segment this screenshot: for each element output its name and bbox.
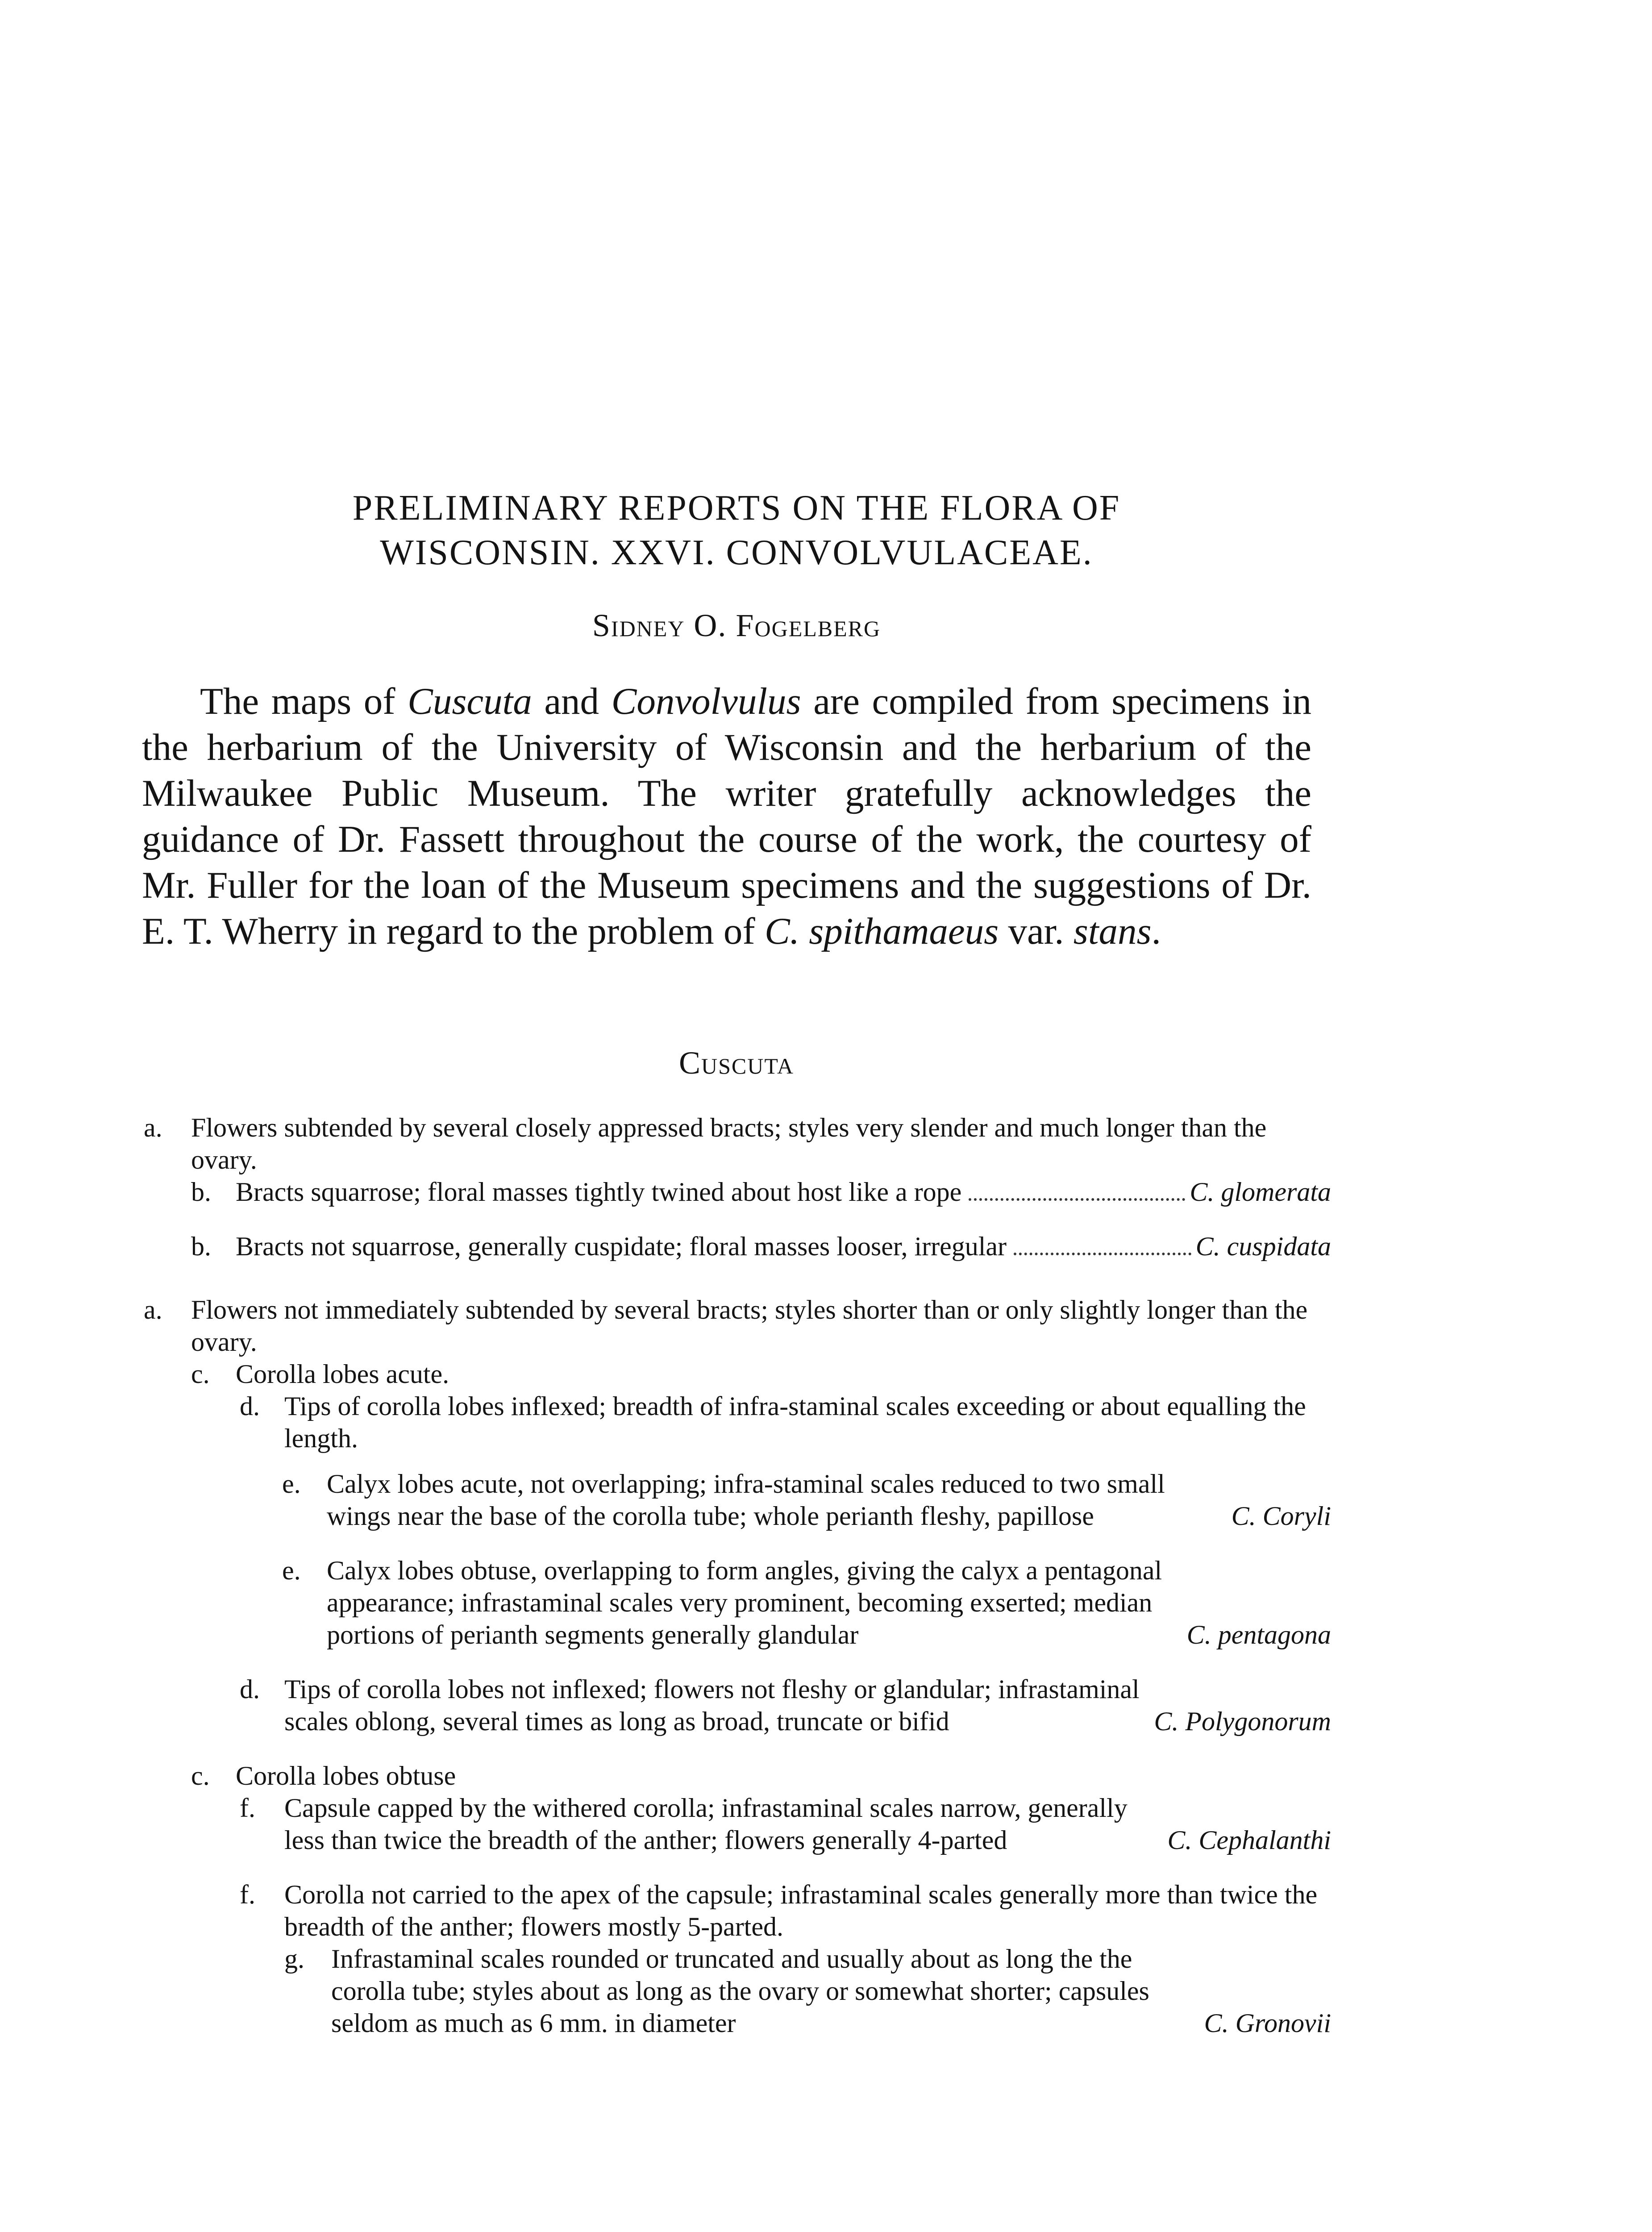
key-entry bbox=[144, 1792, 1331, 1856]
taxon-name: C. cuspidata bbox=[1195, 1232, 1331, 1261]
genus-cuscuta: Cuscuta bbox=[408, 680, 532, 722]
key-entry bbox=[144, 1176, 1331, 1208]
key-text: Calyx lobes obtuse, overlapping to form angles, giving the calyx a pentagonal appearance; infrastaminal scales very prominent, becoming exserted; median portions of perianth segments generally glandular bbox=[327, 1556, 1162, 1649]
key-couplet bbox=[144, 1294, 1331, 1358]
key-couplet bbox=[144, 1358, 1331, 1390]
key-text: Infrastaminal scales rounded or truncated and usually about as long the the corolla tube; styles about as long as the ovary or somewhat shorter; capsules seldom as much as 6 mm. in diameter bbox=[331, 1944, 1149, 2038]
key-leader-line bbox=[331, 1943, 1331, 2039]
identification-key bbox=[144, 1112, 1331, 2039]
key-couplet bbox=[144, 1468, 1331, 1532]
key-letter: c. bbox=[191, 1359, 210, 1389]
intro-text-5: . bbox=[1151, 910, 1161, 952]
species-name: C. spithamaeus bbox=[765, 910, 999, 952]
key-text: Bracts squarrose; floral masses tightly twined about host like a rope bbox=[236, 1177, 962, 1207]
key-letter: c. bbox=[191, 1761, 210, 1791]
key-text: Corolla lobes obtuse bbox=[236, 1761, 456, 1791]
variety-name: stans bbox=[1073, 910, 1152, 952]
key-couplet bbox=[144, 1112, 1331, 1176]
leader-dots bbox=[969, 1198, 1185, 1201]
key-letter: e. bbox=[282, 1556, 301, 1585]
key-letter: f. bbox=[240, 1793, 255, 1823]
taxon-name: C. Polygonorum bbox=[1154, 1707, 1331, 1736]
key-text: Flowers not immediately subtended by several bracts; styles shorter than or only slightly longer than the ovary. bbox=[191, 1295, 1308, 1357]
key-text: Capsule capped by the withered corolla; infrastaminal scales narrow, generally less than twice the breadth of the anther; flowers generally 4-parted bbox=[284, 1793, 1128, 1855]
key-letter: a. bbox=[144, 1113, 162, 1142]
genus-convolvulus: Convolvulus bbox=[611, 680, 801, 722]
key-text: Tips of corolla lobes inflexed; breadth of infra-staminal scales exceeding or about equalling the length. bbox=[284, 1391, 1306, 1453]
key-text: Bracts not squarrose, generally cuspidate; floral masses looser, irregular bbox=[236, 1232, 1007, 1261]
intro-text-4: var. bbox=[999, 910, 1074, 952]
key-couplet bbox=[144, 1230, 1331, 1262]
key-letter: d. bbox=[240, 1674, 260, 1704]
key-letter: f. bbox=[240, 1880, 255, 1909]
key-couplet bbox=[144, 1943, 1331, 2039]
title-line-1: PRELIMINARY REPORTS ON THE FLORA OF bbox=[352, 488, 1121, 528]
key-leader-line bbox=[236, 1230, 1331, 1262]
key-couplet bbox=[144, 1554, 1331, 1651]
key-text: Tips of corolla lobes not inflexed; flowers not fleshy or glandular; infrastaminal scales oblong, several times as long as broad, truncate or bifid bbox=[284, 1674, 1140, 1736]
key-text: Calyx lobes acute, not overlapping; infra-staminal scales reduced to two small wings near the base of the corolla tube; whole perianth fleshy, papillose bbox=[327, 1469, 1165, 1531]
key-entry bbox=[144, 1943, 1331, 2039]
key-leader-line bbox=[284, 1792, 1331, 1856]
intro-paragraph bbox=[142, 679, 1311, 954]
key-letter: b. bbox=[191, 1177, 211, 1207]
key-letter: b. bbox=[191, 1232, 211, 1261]
key-text: Flowers subtended by several closely appressed bracts; styles very slender and much longer than the ovary. bbox=[191, 1113, 1267, 1174]
key-leader-line bbox=[284, 1673, 1331, 1737]
key-couplet bbox=[144, 1673, 1331, 1737]
leader-dots bbox=[1014, 1252, 1191, 1255]
taxon-name: C. Cephalanthi bbox=[1167, 1825, 1331, 1855]
key-entry bbox=[144, 1673, 1331, 1737]
taxon-name: C. glomerata bbox=[1190, 1177, 1331, 1207]
key-letter: e. bbox=[282, 1469, 301, 1499]
author-name: Sidney O. Fogelberg bbox=[592, 608, 881, 643]
intro-text-3: are compiled from specimens in the herbarium of the University of Wisconsin and the herbarium of the Milwaukee Public Museum. The writer gratefully acknowledges the guidance of Dr. Fassett throughout the course of the work, the courtesy of Mr. Fuller for the loan of the Museum specimens and the suggestions of Dr. E. T. Wherry in regard to the problem of bbox=[142, 680, 1311, 952]
taxon-name: C. Coryli bbox=[1231, 1501, 1331, 1531]
taxon-name: C. pentagona bbox=[1186, 1620, 1331, 1649]
key-text: Corolla not carried to the apex of the capsule; infrastaminal scales generally more than twice the breadth of the anther; flowers mostly 5-parted. bbox=[284, 1880, 1318, 1941]
key-couplet bbox=[144, 1878, 1331, 1943]
key-couplet bbox=[144, 1176, 1331, 1208]
key-leader-line bbox=[327, 1554, 1331, 1651]
key-entry bbox=[144, 1468, 1331, 1532]
intro-text-1: The maps of bbox=[200, 680, 408, 722]
key-leader-line bbox=[236, 1176, 1331, 1208]
key-leader-line bbox=[327, 1468, 1331, 1532]
key-letter: g. bbox=[284, 1944, 304, 1974]
key-couplet bbox=[144, 1792, 1331, 1856]
section-heading: Cuscuta bbox=[678, 1045, 795, 1081]
taxon-name: C. Gronovii bbox=[1204, 2008, 1331, 2038]
key-letter: a. bbox=[144, 1295, 162, 1324]
key-couplet bbox=[144, 1390, 1331, 1454]
key-entry bbox=[144, 1554, 1331, 1651]
key-letter: d. bbox=[240, 1391, 260, 1421]
key-entry bbox=[144, 1230, 1331, 1262]
key-text: Corolla lobes acute. bbox=[236, 1359, 449, 1389]
title-line-2: WISCONSIN. XXVI. CONVOLVULACEAE. bbox=[380, 533, 1093, 572]
intro-text-2: and bbox=[532, 680, 612, 722]
key-couplet bbox=[144, 1760, 1331, 1792]
